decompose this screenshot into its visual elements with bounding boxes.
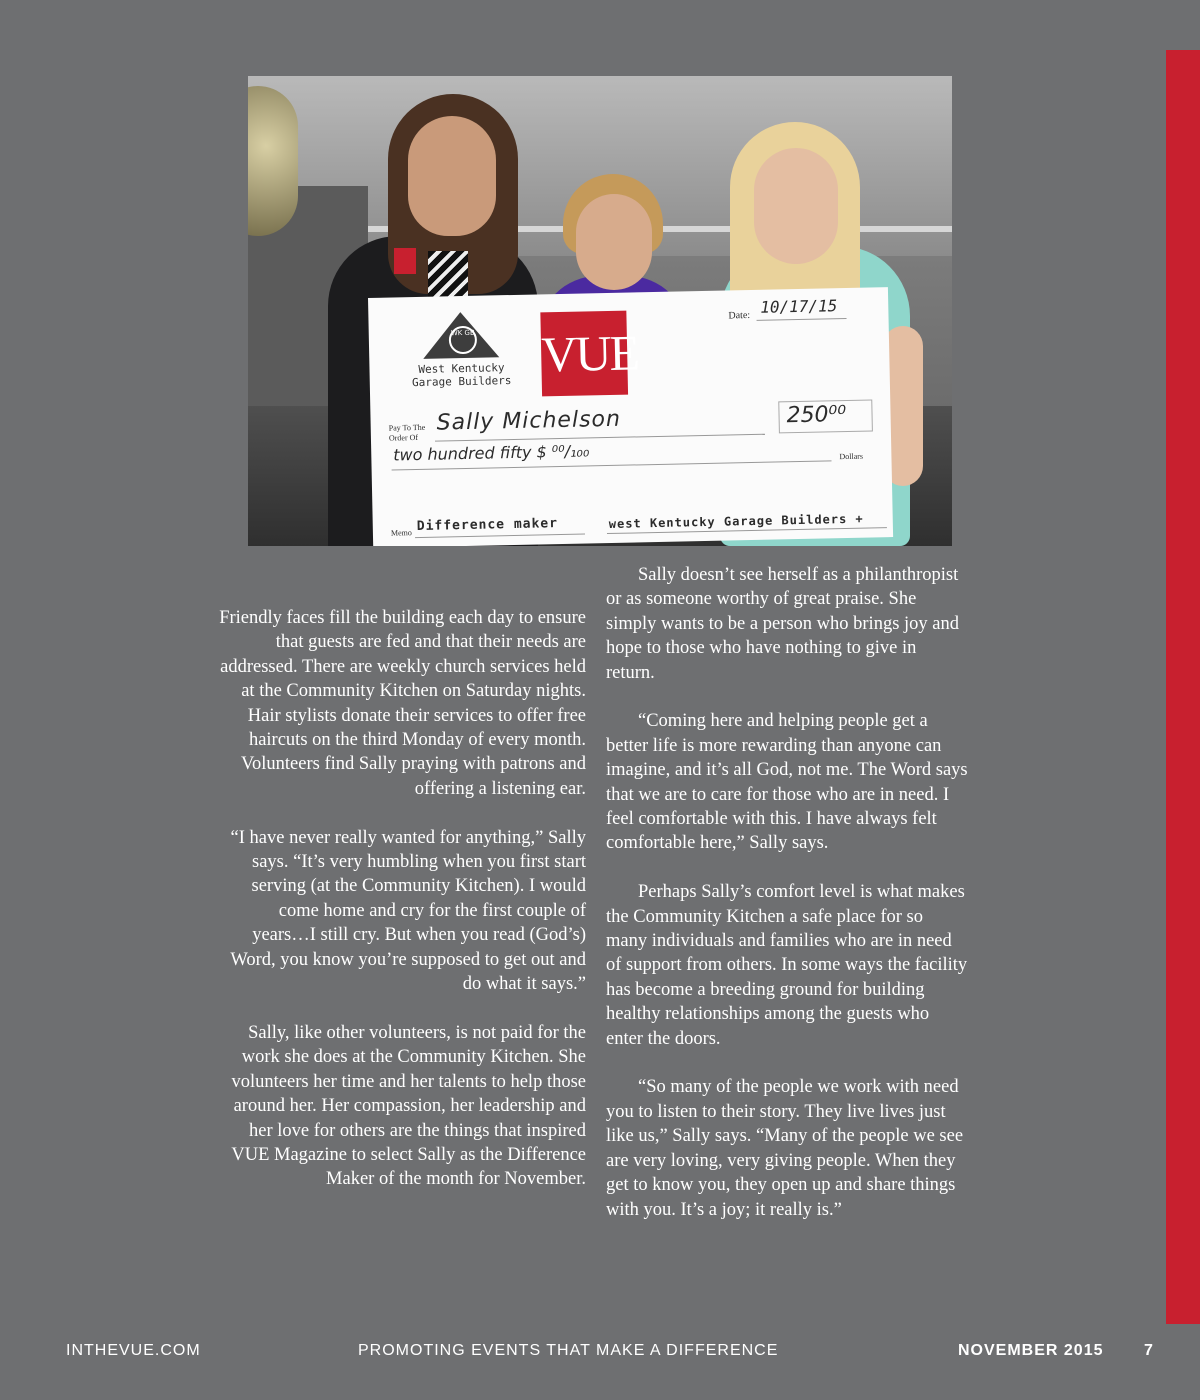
check-signature: west Kentucky Garage Builders + — [608, 511, 864, 532]
article-paragraph: Friendly faces fill the building each day to ensure that guests are fed and that their needs are addressed. There are weekly church services held at the Community Kitchen on Saturday nights. Hair stylists donate their services to offer free haircuts on the third Monday of every month. Volunteers find Sally praying with patrons and offering a listening ear. — [219, 608, 586, 799]
check-dollars-label: Dollars — [839, 451, 864, 462]
check-memo-label: Memo — [390, 528, 412, 538]
footer-tagline: PROMOTING EVENTS THAT MAKE A DIFFERENCE — [358, 1342, 779, 1359]
vue-logo: VUE — [540, 311, 628, 397]
article-column-right — [606, 563, 968, 1246]
check-payee: Sally Michelson — [436, 406, 622, 436]
check-payee-line — [435, 434, 765, 442]
person-left-face — [408, 116, 496, 236]
person-center-face — [576, 194, 652, 290]
accent-red-bar — [1166, 50, 1200, 1324]
check-memo: Difference maker — [416, 516, 559, 535]
check-written-amount: two hundred fifty $ ⁰⁰/₁₀₀ — [393, 441, 590, 465]
wkgb-name-line2: Garage Builders — [411, 374, 512, 390]
check-date-label: Date: — [728, 310, 751, 322]
footer-website[interactable]: INTHEVUE.COM — [66, 1342, 201, 1359]
wkgb-mark: WK GB — [449, 326, 478, 355]
hanging-pan — [248, 86, 298, 236]
article-paragraph: Sally doesn’t see herself as a philanthropist or as someone worthy of great praise. She simply wants to be a person who brings joy and hope to those who have nothing to give in return. — [606, 565, 959, 683]
person-right-face — [754, 148, 838, 264]
check-pay-label: Pay To The Order Of — [388, 422, 426, 443]
article-paragraph: “Coming here and helping people get a better life is more rewarding than anyone can imagine, and it’s all God, not me. The Word says that we are to care for those who are in need. I feel comfortable with this. I have always felt comfortable here,” Sally says. — [606, 711, 968, 854]
page-number: 7 — [1144, 1342, 1154, 1359]
vue-pin — [394, 248, 416, 274]
article-paragraph: Sally, like other volunteers, is not paid for the work she does at the Community Kitchen. She volunteers her time and her talents to help those around her. Her compassion, her leadership and her love for others are the things that inspired VUE Magazine to select Sally as the Difference Maker of the month for November. — [231, 1022, 586, 1190]
check-date-line — [757, 318, 847, 321]
check-date: 10/17/15 — [760, 296, 838, 317]
oversized-check — [368, 287, 893, 546]
article-column-left — [218, 606, 586, 1216]
wkgb-name-line1: West Kentucky — [418, 361, 505, 376]
article-paragraph: “So many of the people we work with need you to listen to their story. They live lives just like us,” Sally says. “Many of the people we see are very loving, very giving people. When they get to know you, they open up and share things with you. It’s a joy; it really is.” — [606, 1077, 964, 1220]
check-memo-line — [415, 534, 585, 539]
check-amount: 250⁰⁰ — [786, 402, 847, 429]
wkgb-name — [391, 361, 532, 390]
article-paragraph: Perhaps Sally’s comfort level is what makes the Community Kitchen a safe place for so many individuals and families who are in need of support from others. In some ways the facility has become a breeding ground for building healthy relationships among the guests who enter the doors. — [606, 882, 968, 1049]
footer-issue: NOVEMBER 2015 — [958, 1342, 1104, 1359]
feature-photo — [248, 76, 952, 546]
article-paragraph: “I have never really wanted for anything,” Sally says. “It’s very humbling when you first start serving (at the Community Kitchen). I would come home and cry for the first couple of years…I still cry. But when you read (God’s) Word, you know you’re supposed to get out and do what it says.” — [230, 827, 586, 995]
wkgb-logo — [390, 311, 532, 404]
